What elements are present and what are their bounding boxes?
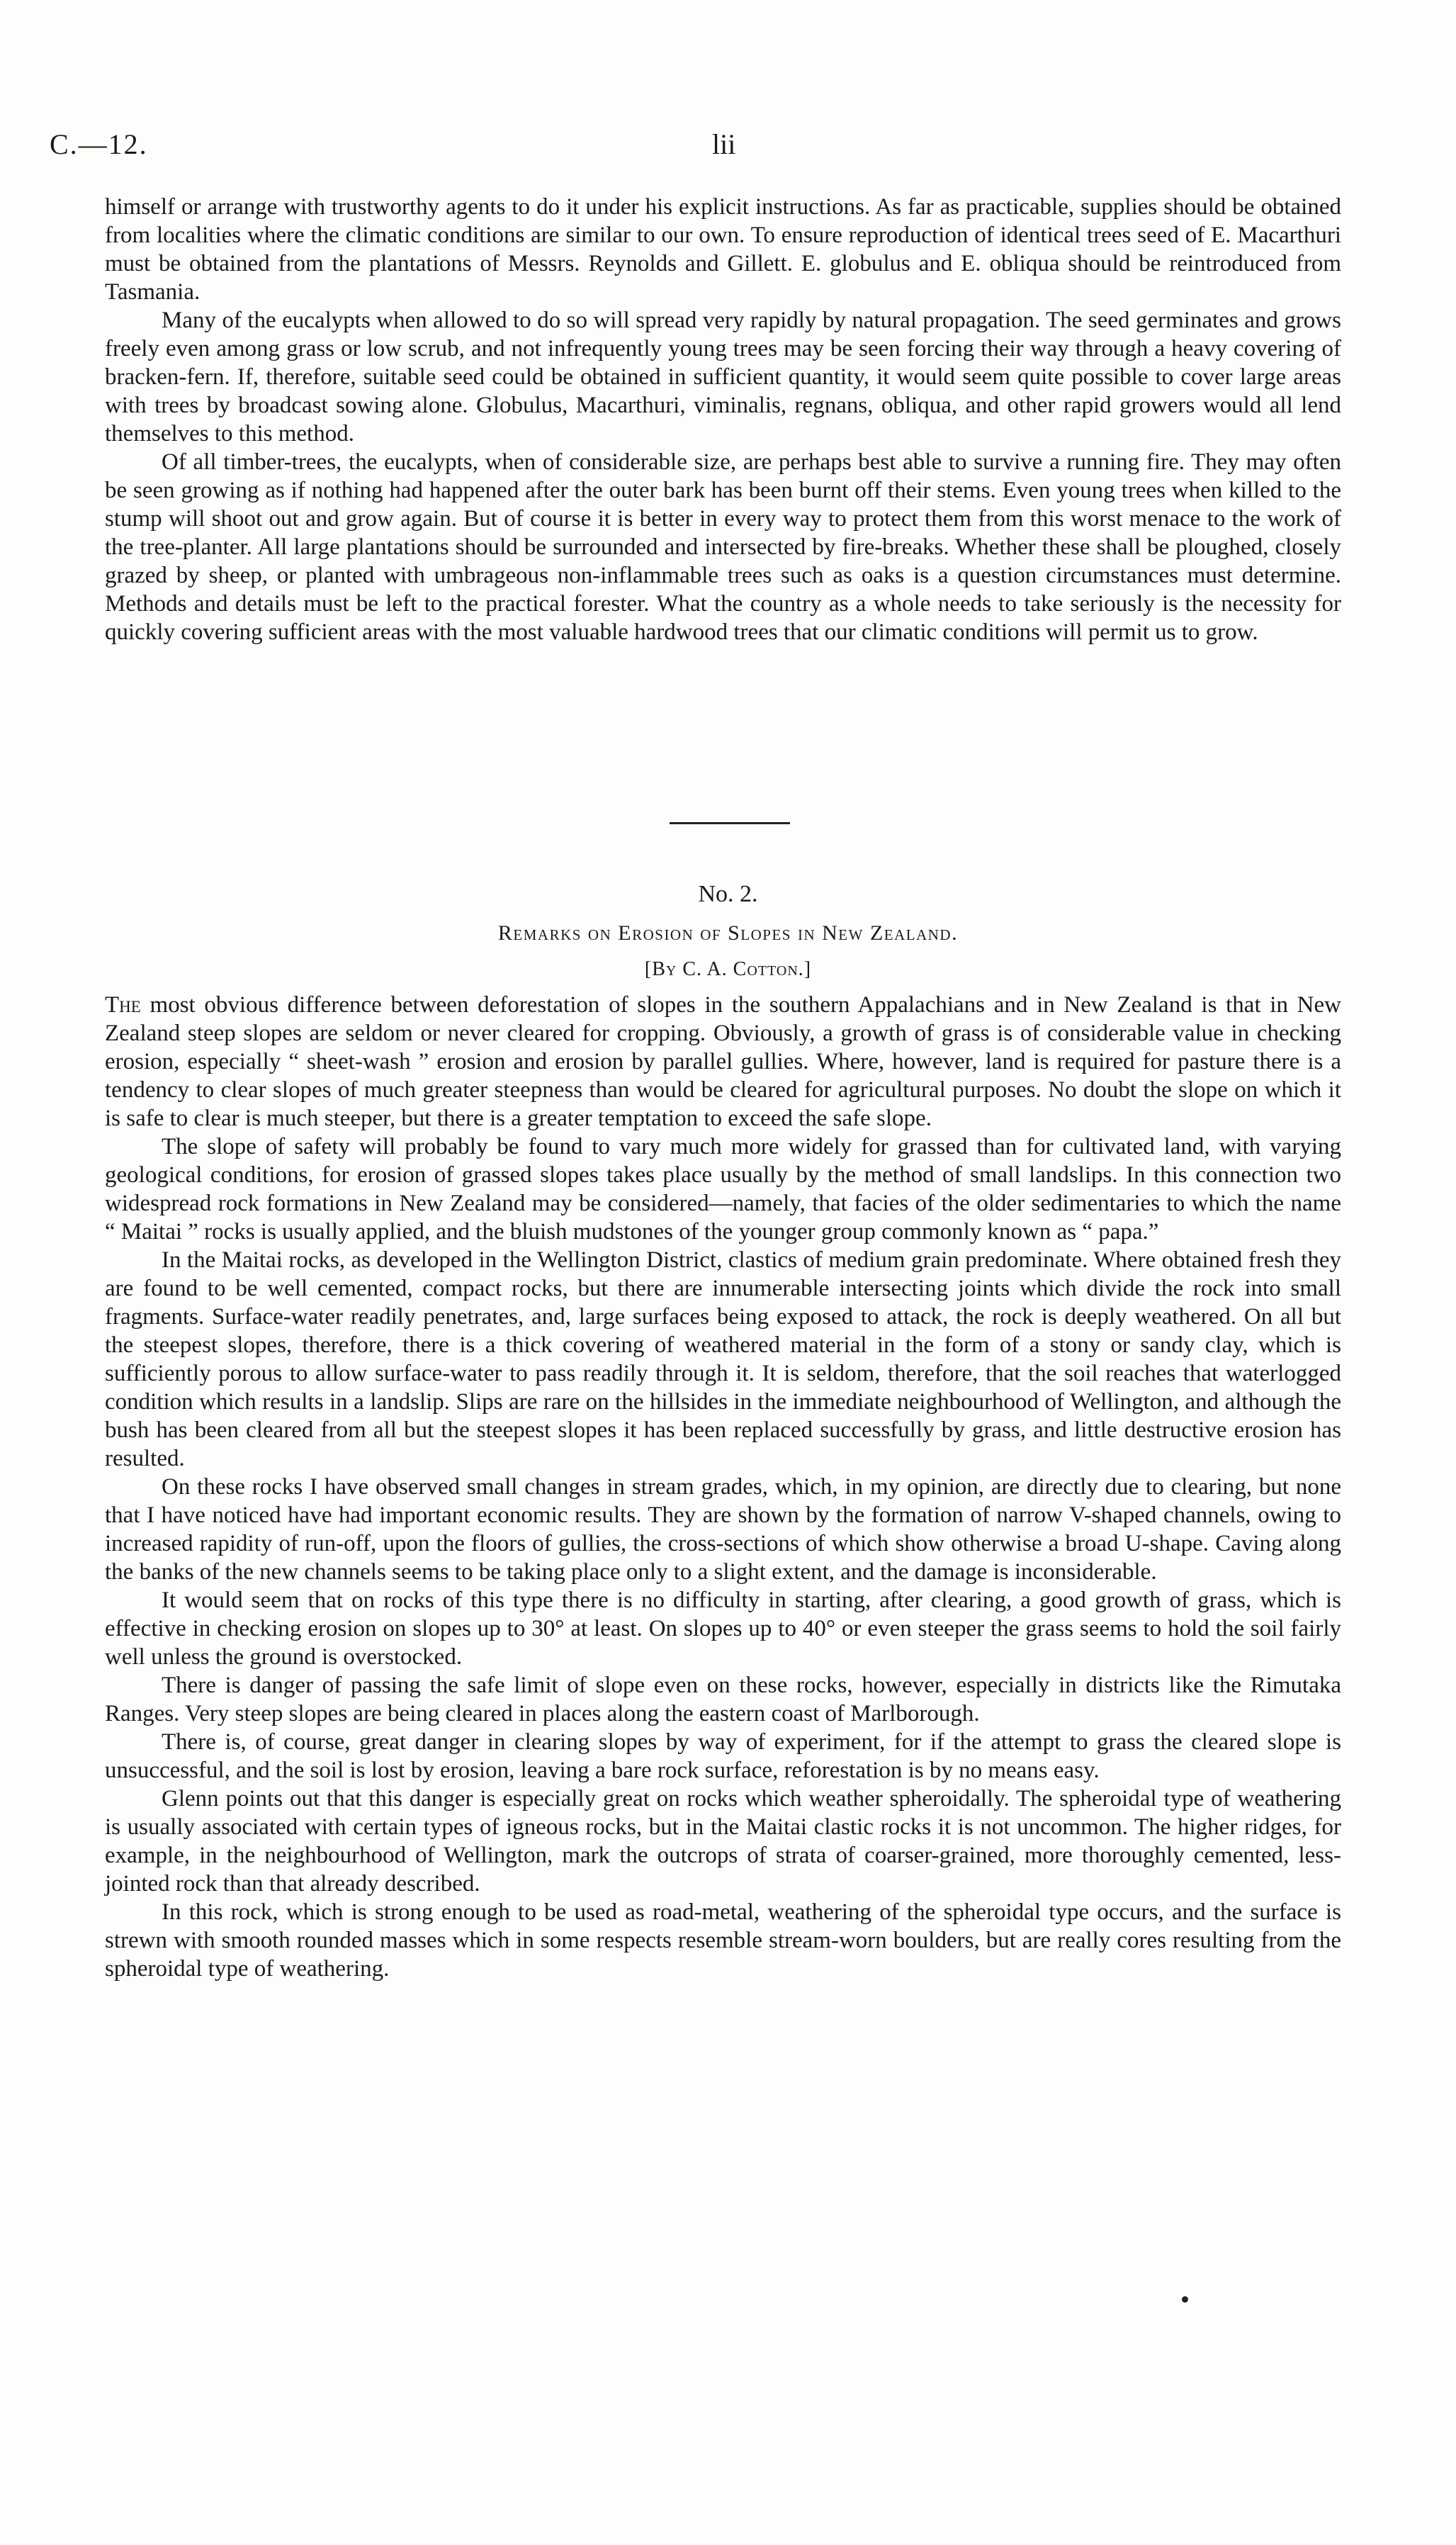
paragraph: There is danger of passing the safe limit of slope even on these rocks, however, especially in districts like the Rimutaka Ranges. Very steep slopes are being cleared in places along the eastern coast of Marlborough. — [105, 1673, 1341, 1726]
paragraph: Of all timber-trees, the eucalypts, when of considerable size, are perhaps best able to survive a running fire. They may often be seen growing as if nothing had happened after the outer bark has been burnt off their stems. Even young trees when killed to the stump will shoot out and grow again. But of course it is better in every way to protect them from this worst menace to the work of the tree-planter. All large plantations should be surrounded and intersected by fire-breaks. Whether these shall be ploughed, closely grazed by sheep, or planted with umbrageous non-inflammable trees such as oaks is a question circumstances must determine. Methods and details must be left to the practical forester. What the country as a whole needs to take seriously is the necessity for quickly covering sufficient areas with the most valuable hardwood trees that our climatic conditions will permit us to grow. — [105, 449, 1341, 645]
paragraph: The slope of safety will probably be found to vary much more widely for grassed than for cultivated land, with varying geological conditions, for erosion of grassed slopes takes place usually by the method of small landslips. In this connection two widespread rock formations in New Zealand may be considered—namely, that facies of the older sedimentaries to which the name “ Maitai ” rocks is usually applied, and the bluish mudstones of the younger group commonly known as “ papa.” — [105, 1134, 1341, 1245]
paragraph: In this rock, which is strong enough to be used as road-metal, weathering of the spheroidal type occurs, and the surface is strewn with smooth rounded masses which in some respects resemble stream-worn boulders, but are really cores resulting from the spheroidal type of weathering. — [105, 1899, 1341, 1982]
section-byline: [By C. A. Cotton.] — [644, 958, 812, 980]
section-divider — [670, 822, 790, 824]
report-reference: C.—12. — [50, 128, 148, 160]
opening-paragraph — [105, 991, 1341, 1133]
section-title: Remarks on Erosion of Slopes in New Zealand. — [497, 921, 959, 945]
paragraph: There is, of course, great danger in clearing slopes by way of experiment, for if the attempt to grass the cleared slope is unsuccessful, and the soil is lost by erosion, leaving a bare rock surface, reforestation is by no means easy. — [105, 1729, 1341, 1783]
section-number: No. 2. — [698, 881, 758, 907]
top-section — [105, 193, 1341, 646]
ink-dot — [1182, 2296, 1188, 2303]
running-header — [50, 128, 1406, 163]
paragraph: Glenn points out that this danger is especially great on rocks which weather spheroidally. The spheroidal type of weathering is usually associated with certain types of igneous rocks, but in the Maitai clastic rocks it is not uncommon. The higher ridges, for example, in the neighbourhood of Wellington, mark the outcrops of strata of coarser-grained, more thoroughly cemented, less-jointed rock than that already described. — [105, 1786, 1341, 1897]
paragraph: On these rocks I have observed small changes in stream grades, which, in my opinion, are directly due to clearing, but none that I have noticed have had important economic results. They are shown by the formation of narrow V-shaped channels, owing to increased rapidity of run-off, upon the floors of gullies, the cross-sections of which show otherwise a broad U-shape. Caving along the banks of the new channels seems to be taking place only to a slight extent, and the damage is inconsiderable. — [105, 1474, 1341, 1585]
paragraph: Many of the eucalypts when allowed to do so will spread very rapidly by natural propagation. The seed germinates and grows freely even among grass or low scrub, and not infrequently young trees may be seen forcing their way through a heavy covering of bracken-fern. If, therefore, suitable seed could be obtained in sufficient quantity, it would seem quite possible to cover large areas with trees by broadcast sowing alone. Globulus, Macarthuri, viminalis, regnans, obliqua, and other rapid growers would all lend themselves to this method. — [105, 308, 1341, 446]
opening-paragraph-text: most obvious difference between deforestation of slopes in the southern Appalachians and in New Zealand is that in New Zealand steep slopes are seldom or never cleared for cropping. Obviously, a growth of grass is of considerable value in checking erosion, especially “ sheet-wash ” erosion and erosion by parallel gullies. Where, however, land is required for pasture there is a tendency to clear slopes of much greater steepness than would be cleared for agricultural purposes. No doubt the slope on which it is safe to clear is much steeper, but there is a greater temptation to exceed the safe slope. — [105, 992, 1341, 1131]
section-2-body — [105, 991, 1341, 1983]
paragraph: In the Maitai rocks, as developed in the Wellington District, clastics of medium grain predominate. Where obtained fresh they are found to be well cemented, compact rocks, but there are innumerable intersecting joints which divide the rock into small fragments. Surface-water readily penetrates, and, large surfaces being exposed to attack, the rock is deeply weathered. On all but the steepest slopes, therefore, there is a thick covering of weathered material in the form of a stony or sandy clay, which is sufficiently porous to allow surface-water to pass readily through it. It is seldom, therefore, that the soil reaches that waterlogged condition which results in a landslip. Slips are rare on the hillsides in the immediate neighbourhood of Wellington, and although the bush has been cleared from all but the steepest slopes it has been replaced successfully by grass, and little destructive erosion has resulted. — [105, 1247, 1341, 1471]
continued-paragraph: himself or arrange with trustworthy agents to do it under his explicit instructions. As far as practicable, supplies should be obtained from localities where the climatic conditions are similar to our own. To ensure reproduction of identical trees seed of E. Macarthuri must be obtained from the plantations of Messrs. Reynolds and Gillett. E. globulus and E. obliqua should be reintroduced from Tasmania. — [105, 194, 1341, 305]
lead-word: The — [105, 992, 141, 1018]
page-number: lii — [712, 128, 736, 160]
paragraph: It would seem that on rocks of this type there is no difficulty in starting, after clearing, a good growth of grass, which is effective in checking erosion on slopes up to 30° at least. On slopes up to 40° or even steeper the grass seems to hold the soil fairly well unless the ground is overstocked. — [105, 1588, 1341, 1670]
